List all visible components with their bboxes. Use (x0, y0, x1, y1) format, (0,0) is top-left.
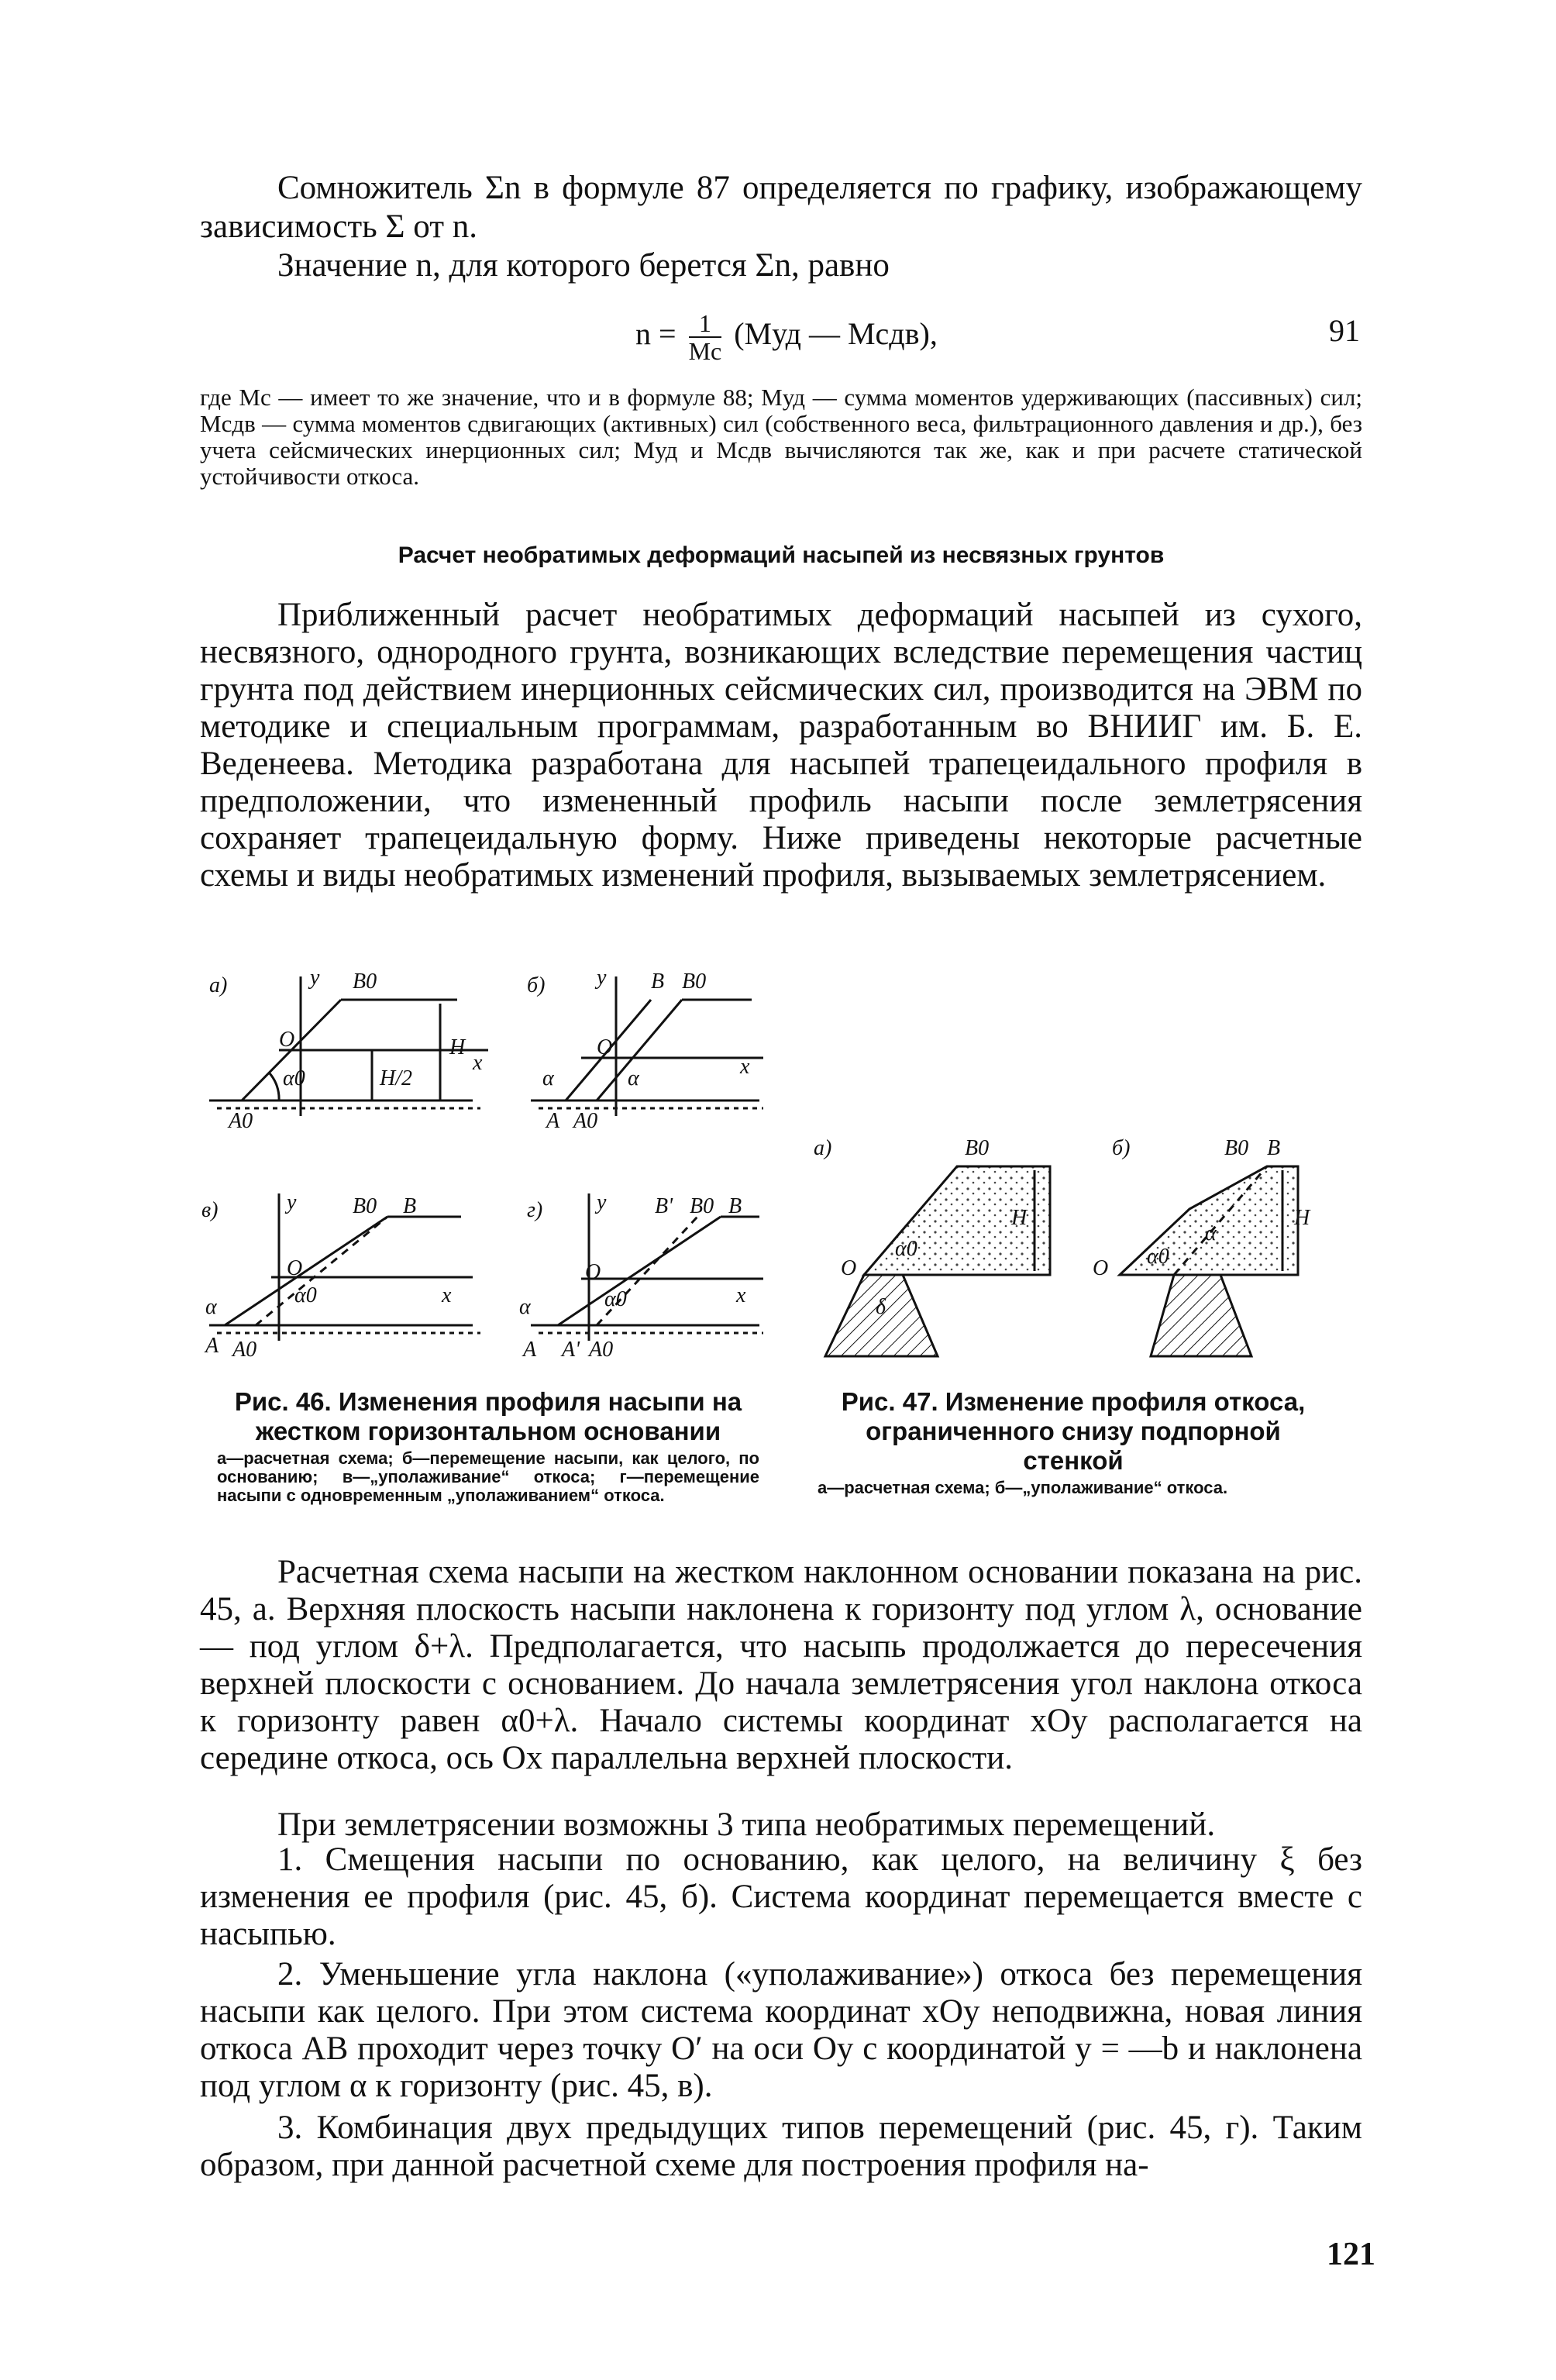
fig46-A-v: A (205, 1334, 219, 1358)
fig46-alpha0-a: α0 (283, 1066, 305, 1090)
fig46-alpha0-g: α0 (604, 1287, 627, 1311)
fig46-A0-a: A0 (229, 1109, 253, 1133)
paragraph-where: где Mс — имеет то же значение, что и в формуле 88; Mуд — сумма моментов удерживающих (пассивных) сил; Mсдв — сумма моментов сдвигающих (активных) сил (собственного веса, фильтрационного давления и др.), без учета сейсмических инерционных сил; Mуд и Mсдв вычисляются так же, как и при расчете статической устойчивости откоса. (200, 384, 1362, 490)
page-number: 121 (1327, 2237, 1375, 2272)
fig47-B-b: B (1267, 1136, 1281, 1160)
fig46-label-b: б) (527, 973, 546, 997)
fig46-y-a: y (310, 966, 320, 990)
fig46-Bp-g: B' (655, 1194, 673, 1218)
fig47-O-b: O (1093, 1256, 1109, 1280)
paragraph-scheme: Расчетная схема насыпи на жестком наклонном основании показана на рис. 45, а. Верхняя плоскость насыпи наклонена к горизонту под углом λ, основание — под углом δ+λ. Предполагается, что насыпь продолжается до пересечения верхней плоскости с основанием. До начала землетрясения угол наклона откоса к горизонту равен α0+λ. Начало системы координат xOy располагается на середине откоса, ось Ox параллельна верхней плоскости. (200, 1554, 1362, 1776)
fig46-alpha-v: α (205, 1295, 217, 1319)
fig47-O-a: O (841, 1256, 857, 1280)
formula-den: Mc (688, 337, 722, 365)
fig47-label-b: б) (1112, 1136, 1131, 1160)
paragraph-n-value: Значение n, для которого берется Σn, равно (277, 247, 890, 284)
fig46-H2-a: H/2 (380, 1066, 412, 1090)
equation-number: 91 (1329, 313, 1360, 348)
fig46-B0-a: B0 (353, 970, 377, 994)
fig46-caption (217, 1387, 759, 1505)
fig46-A0-v: A0 (232, 1338, 257, 1362)
figure-46 (194, 961, 783, 1379)
formula-lhs: n = (635, 316, 676, 352)
fig46-label-g: г) (527, 1198, 543, 1222)
formula-91 (635, 310, 938, 364)
paragraph-type3: 3. Комбинация двух предыдущих типов перемещений (рис. 45, г). Таким образом, при данной расчетной схеме для построения профиля на- (200, 2110, 1362, 2183)
figure-47 (802, 1131, 1368, 1379)
fig46-A-g: A (523, 1338, 537, 1362)
fig46-x-g: x (736, 1283, 746, 1307)
fig46-panel-a (209, 976, 488, 1116)
paragraph-type2: 2. Уменьшение угла наклона («уполаживание») откоса без перемещения насыпи как целого. При этом система координат xOy неподвижна, новая линия откоса AB проходит через точку O′ на оси Oy с координатой y = —b и наклонена под углом α к горизонту (рис. 45, в). (200, 1956, 1362, 2104)
fig46-y-b: y (597, 966, 607, 990)
fig47-caption-desc: а—расчетная схема; б—„уполаживание“ откоса. (818, 1478, 1228, 1497)
fig46-x-a: x (473, 1051, 483, 1075)
fig46-alpha-g: α (519, 1295, 531, 1319)
fig46-label-a: а) (209, 973, 228, 997)
fig47-B0-b: B0 (1224, 1136, 1249, 1160)
fig46-O-g: O (585, 1260, 601, 1284)
paragraph-sigma: Сомножитель Σn в формуле 87 определяется по графику, изображающему зависимость Σ от n. (200, 170, 1362, 245)
fig47-label-a: а) (814, 1136, 832, 1160)
fig46-Ap-g: A' (562, 1338, 580, 1362)
fig46-label-v: в) (201, 1198, 219, 1222)
fig46-B-g: B (728, 1194, 742, 1218)
fig46-O-v: O (287, 1256, 303, 1280)
formula-num: 1 (689, 310, 722, 338)
fig46-y-g: y (597, 1190, 607, 1214)
fig46-x-b: x (740, 1055, 750, 1079)
fig47-alpha0-a: α0 (895, 1237, 917, 1261)
fig46-H-a: H (449, 1035, 466, 1059)
formula-rhs: (Mуд — Mсдв), (734, 316, 938, 352)
paragraph-method: Приближенный расчет необратимых деформаций насыпей из сухого, несвязного, однородного грунта, возникающих вследствие перемещения частиц грунта под действием инерционных сейсмических сил, производится на ЭВМ по методике и специальным программам, разработанным во ВНИИГ им. Б. Е. Веденеева. Методика разработана для насыпей трапецеидального профиля в предположении, что измененный профиль насыпи после землетрясения сохраняет трапецеидальную форму. Ниже приведены некоторые расчетные схемы и виды необратимых изменений профиля, вызываемых землетрясением. (200, 597, 1362, 894)
paragraph-type1: 1. Смещения насыпи по основанию, как целого, на величину ξ без изменения ее профиля (рис. 45, б). Система координат перемещается вместе с насыпью. (200, 1841, 1362, 1952)
fig46-B0-g: B0 (690, 1194, 714, 1218)
fig46-B0-b: B0 (682, 970, 707, 994)
fig46-x-v: x (442, 1283, 452, 1307)
fig46-B-b: B (651, 970, 665, 994)
fig46-O-a: O (279, 1028, 295, 1052)
fig46-panel-b (531, 976, 763, 1116)
fig46-A-b: A (546, 1109, 560, 1133)
fig46-B0-v: B0 (353, 1194, 377, 1218)
section-heading: Расчет необратимых деформаций насыпей из несвязных грунтов (398, 542, 1165, 568)
fig47-alpha-b: α (1205, 1221, 1217, 1245)
fig47-caption (818, 1387, 1329, 1497)
fig46-caption-title: Рис. 46. Изменения профиля насыпи на жестком горизонтальном основании (234, 1387, 742, 1445)
fig46-panel-v (209, 1193, 480, 1341)
fig46-caption-desc: а—расчетная схема; б—перемещение насыпи, как целого, по основанию; в—„уполаживание“ откоса; г—перемещение насыпи с одновременным „уполаживанием“ откоса. (217, 1448, 759, 1505)
fig47-H-a: H (1011, 1206, 1028, 1230)
fig47-caption-title: Рис. 47. Изменение профиля откоса, ограниченного снизу подпорной стенкой (841, 1387, 1306, 1475)
fig46-A0-b: A0 (573, 1109, 598, 1133)
fig46-alpha-b: α (628, 1066, 639, 1090)
fig47-delta-a: δ (876, 1295, 886, 1319)
fig46-B-v: B (403, 1194, 417, 1218)
fig46-alpha0-b: α (542, 1066, 554, 1090)
fig47-H-b: H (1294, 1206, 1310, 1230)
paragraph-types: При землетрясении возможны 3 типа необратимых перемещений. (277, 1807, 1216, 1843)
fig46-O-b: O (597, 1035, 613, 1059)
fig46-A0-g: A0 (589, 1338, 614, 1362)
fig47-alpha0-b: α0 (1147, 1245, 1169, 1269)
fig46-y-v: y (287, 1190, 297, 1214)
fig47-B0-a: B0 (965, 1136, 990, 1160)
fig46-alpha0-v: α0 (294, 1283, 317, 1307)
formula-fraction (689, 310, 722, 364)
